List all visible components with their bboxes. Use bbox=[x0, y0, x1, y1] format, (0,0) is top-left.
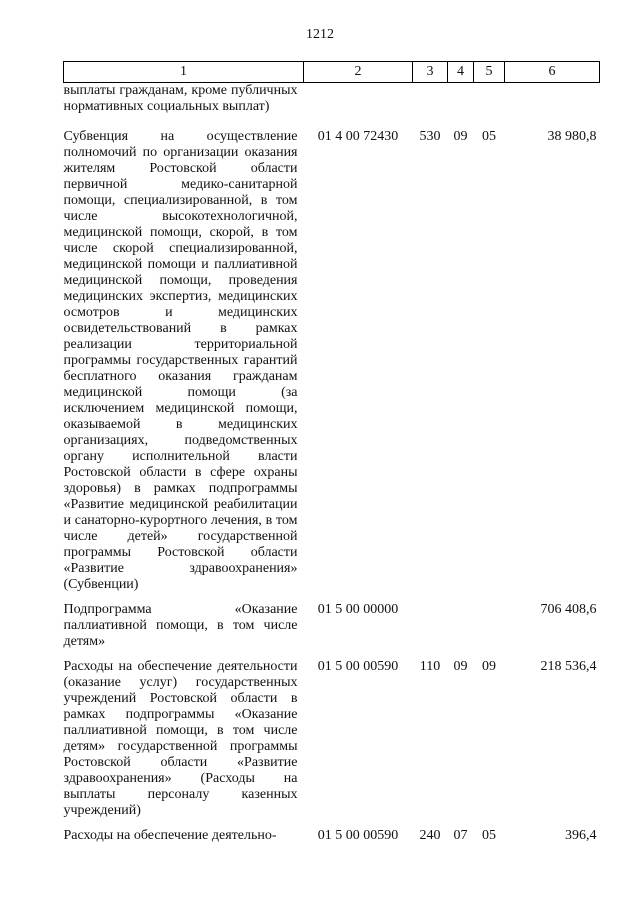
row-expense-type bbox=[413, 602, 448, 659]
row-subsection: 05 bbox=[482, 129, 496, 144]
row-name: Расходы на обеспечение деятельности (оказание услуг) государственных учреждений Ростовской области в рамках подпрограммы «Оказание паллиативной помощи, в том числе детям» государственной программы Ростовской области «Развитие здравоохранения» (Расходы на выплаты персоналу казенных учреждений) bbox=[63, 659, 298, 818]
row-expense-type: 530 bbox=[419, 129, 441, 144]
header-col-4: 4 bbox=[448, 62, 474, 83]
row-expense-type bbox=[413, 83, 448, 130]
row-expense-type: 110 bbox=[419, 659, 441, 674]
header-col-2: 2 bbox=[304, 62, 413, 83]
row-name: Субвенция на осуществление полномочий по организации оказания жителям Ростовской области первичной медико-санитарной помощи, специализированной, в том числе высокотехнологичной, медицинской помощи, скорой, в том числе скорой специализированной, медицинской помощи и паллиативной медицинской помощи, проведения медицинских экспертиз, медицинских осмотров и медицинских освидетельствований в рамках реализации территориальной программы государственных гарантий бесплатного оказания гражданам медицинской помощи (за исключением медицинской помощи, оказываемой в медицинских организациях, подведомственных органу исполнительной власти Ростовской области в сфере охраны здоровья) в рамках подпрограммы «Развитие медицинской реабилитации и санаторно-курортного лечения, в том числе детей» государственной программы Ростовской области «Развитие здравоохранения» (Субвенции) bbox=[63, 129, 298, 592]
table-row bbox=[64, 83, 600, 130]
row-amount: 218 536,4 bbox=[540, 659, 597, 674]
row-amount: 706 408,6 bbox=[540, 602, 597, 617]
row-target-code bbox=[304, 83, 413, 130]
budget-table bbox=[63, 61, 600, 853]
row-expense-type: 240 bbox=[419, 828, 441, 843]
row-name: Расходы на обеспечение деятельно- bbox=[63, 828, 277, 843]
row-section bbox=[448, 83, 474, 130]
header-col-3: 3 bbox=[413, 62, 448, 83]
row-amount: 396,4 bbox=[565, 828, 597, 843]
row-target-code: 01 5 00 00590 bbox=[317, 659, 399, 674]
row-subsection: 05 bbox=[482, 828, 496, 843]
row-name: выплаты гражданам, кроме публичных нормативных социальных выплат) bbox=[63, 83, 298, 114]
row-section: 09 bbox=[453, 129, 468, 144]
table-row bbox=[64, 659, 600, 828]
row-target-code: 01 5 00 00590 bbox=[317, 828, 399, 843]
row-amount bbox=[505, 83, 600, 130]
header-col-1: 1 bbox=[64, 62, 304, 83]
row-target-code: 01 4 00 72430 bbox=[317, 129, 399, 144]
header-row bbox=[64, 62, 600, 83]
row-subsection: 09 bbox=[482, 659, 496, 674]
header-col-5: 5 bbox=[474, 62, 505, 83]
header-col-6: 6 bbox=[505, 62, 600, 83]
row-target-code: 01 5 00 00000 bbox=[317, 602, 399, 617]
table-row bbox=[64, 129, 600, 602]
row-subsection bbox=[474, 602, 505, 659]
row-amount: 38 980,8 bbox=[547, 129, 597, 144]
page-number: 1212 bbox=[306, 27, 334, 42]
row-subsection bbox=[474, 83, 505, 130]
table-row bbox=[64, 602, 600, 659]
row-section: 07 bbox=[453, 828, 468, 843]
row-section bbox=[448, 602, 474, 659]
row-name: Подпрограмма «Оказание паллиативной помощи, в том числе детям» bbox=[63, 602, 298, 649]
row-section: 09 bbox=[453, 659, 468, 674]
table-row bbox=[64, 828, 600, 853]
